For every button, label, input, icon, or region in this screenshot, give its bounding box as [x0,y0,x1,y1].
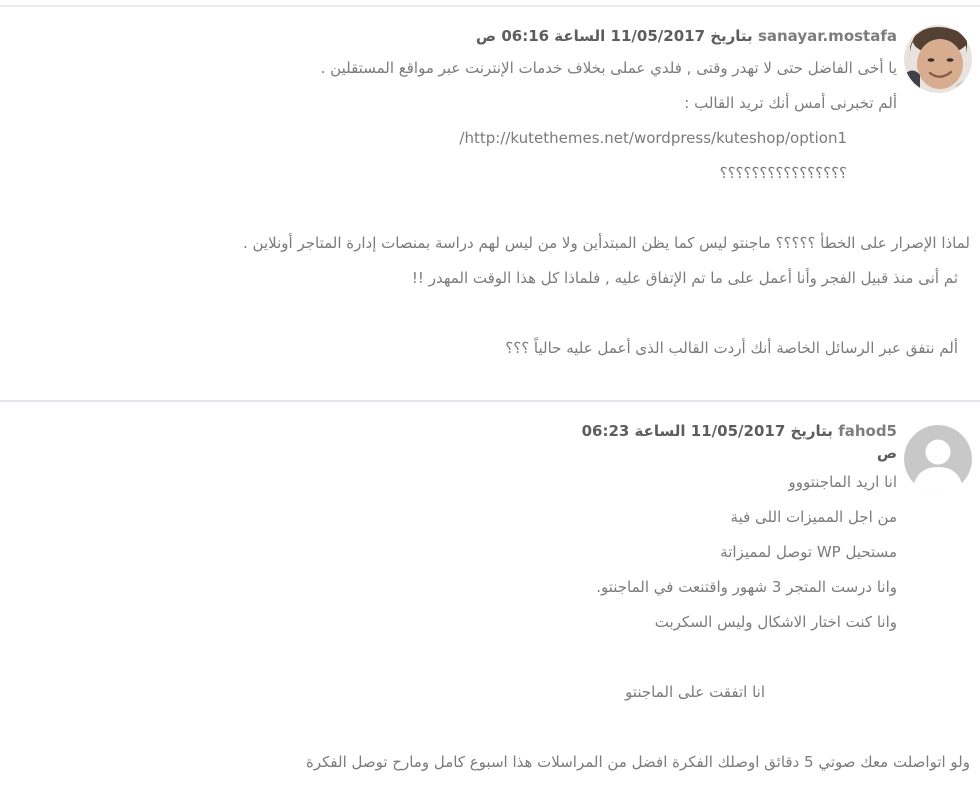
comment-meta [10,25,897,47]
comment-author-link[interactable]: fahod5 [838,422,897,440]
comment-paragraph: لماذا الإصرار على الخطأ ؟؟؟؟؟ ماجنتو ليس كما يظن المبتدأين ولا من ليس لهم دراسة بمنصات إدارة المتاجر أونلاين . [243,234,970,252]
comment-date: بتاريخ 11/05/2017 الساعة 06:16 ص [475,27,753,45]
comment [0,5,980,400]
empty-line [10,647,970,668]
comment-paragraph: ثم أنى منذ قبيل الفجر وأنا أعمل على ما تم الإتفاق عليه , فلماذا كل هذا الوقت المهدر !! [411,269,958,287]
comment-paragraph: ألم نتفق عبر الرسائل الخاصة أنك أردت القالب الذى أعمل عليه حالياً ؟؟؟ [505,339,958,357]
comment-paragraph-url: http://kutethemes.net/wordpress/kuteshop/option1/ [459,129,847,147]
comment-content [10,25,970,359]
comment-paragraph: انا اريد الماجنتووو [788,473,897,491]
empty-line [10,717,970,738]
comment-date: بتاريخ 11/05/2017 الساعة 06:23 [581,422,833,440]
user-avatar-default[interactable] [904,425,972,493]
comment-date-suffix: ص [876,444,897,462]
comment-meta [10,420,897,464]
avatar-default-icon [904,425,972,493]
comment-paragraph: يا أخى الفاضل حتى لا تهدر وقتى , فلدي عملى بخلاف خدمات الإنترنت عبر مواقع المستقلين . [320,59,897,77]
empty-line [10,303,970,324]
comment [0,400,980,797]
comment-content [10,420,970,773]
avatar-photo-icon [904,25,972,93]
empty-line [10,198,970,219]
comment-paragraph: ولو اتواصلت معك صوتي 5 دقائق اوصلك الفكرة افضل من المراسلات هذا اسبوع كامل ومارح توصل الفكرة [306,753,970,771]
comment-paragraph: من اجل المميزات اللى فية [730,508,897,526]
comment-paragraph: وانا درست المتجر 3 شهور واقتنعت في الماجنتو. [596,578,897,596]
comment-author-link[interactable]: sanayar.mostafa [757,27,897,45]
user-avatar-photo[interactable] [904,25,972,93]
comment-paragraph: ؟؟؟؟؟؟؟؟؟؟؟؟؟؟؟؟ [719,164,847,182]
comment-paragraph: مستحيل WP توصل لمميزاتة [720,543,897,561]
comment-paragraph: وانا كنت اختار الاشكال وليس السكربت [654,613,897,631]
comment-paragraph: ألم تخبرنى أمس أنك تريد القالب : [684,94,897,112]
comment-paragraph: انا اتفقت على الماجنتو [625,683,765,701]
